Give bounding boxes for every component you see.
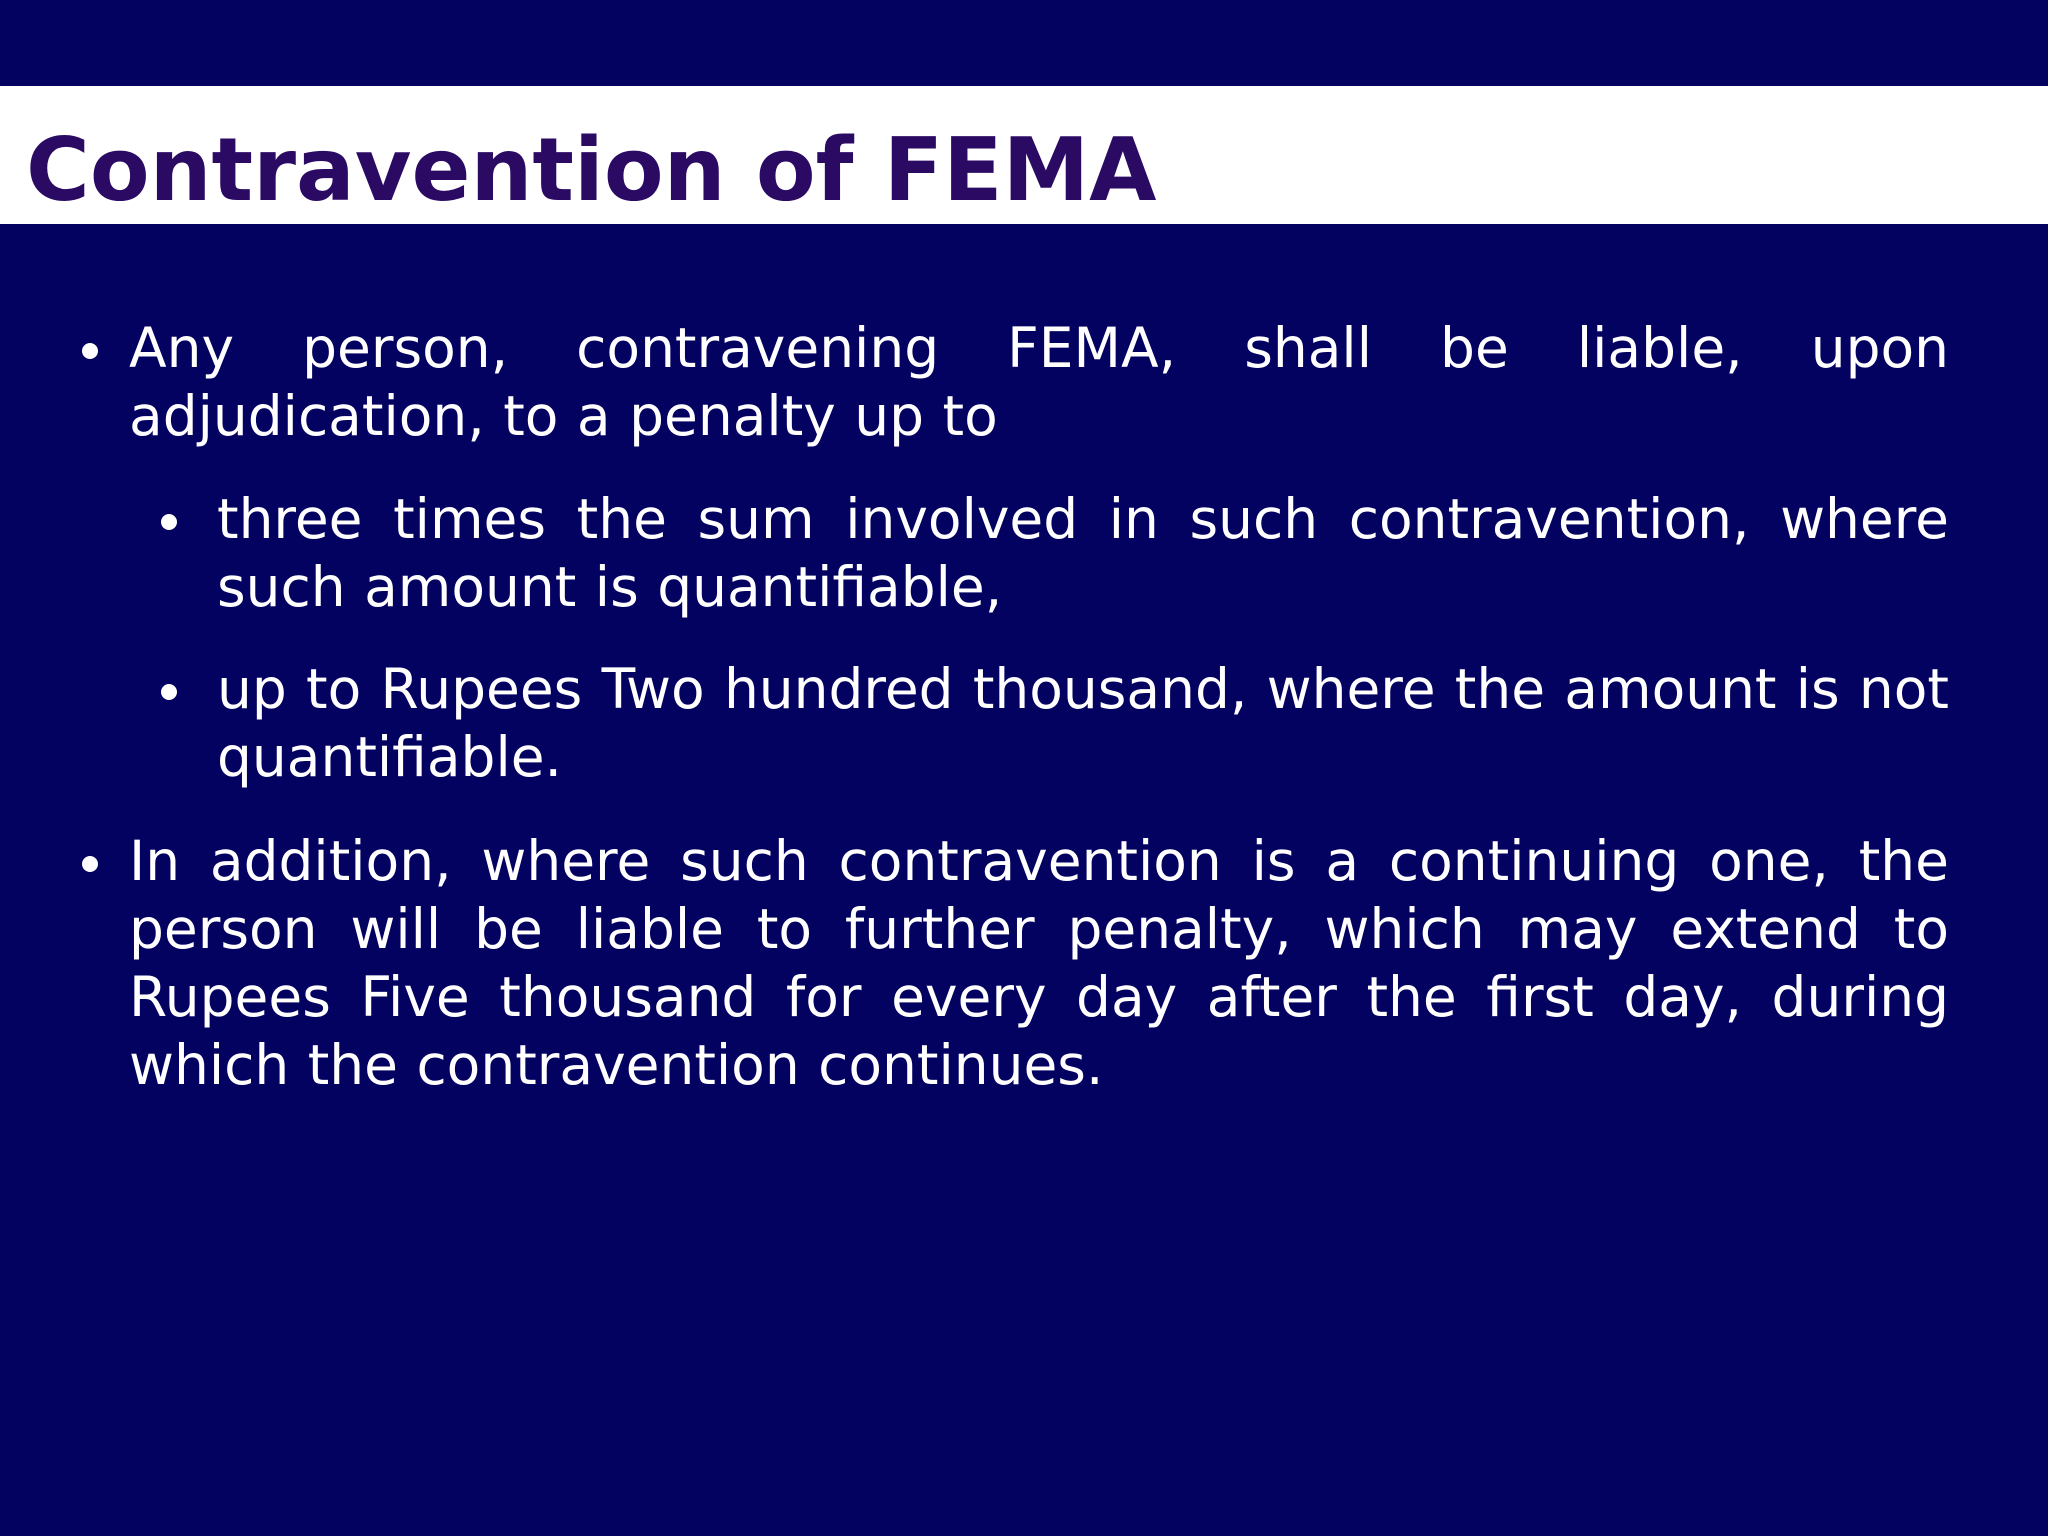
bullet-marker-icon <box>82 343 98 359</box>
sub-bullet-item-two-hundred-thousand: up to Rupees Two hundred thousand, where the amount is not quantifiable. <box>217 657 1949 789</box>
slide-title: Contravention of FEMA <box>26 119 1157 221</box>
bullet-marker-icon <box>161 514 177 530</box>
bullet-marker-icon <box>82 856 98 872</box>
bullet-item-continuing: In addition, where such contravention is a continuing one, the person will be liable to further penalty, which may extend to Rupees Five thousand for every day after the first day, during which the contravention continues. <box>129 829 1949 1097</box>
bullet-marker-icon <box>161 684 177 700</box>
bullet-item-penalty: Any person, contravening FEMA, shall be liable, upon adjudication, to a penalty up to <box>129 316 1949 448</box>
sub-bullet-item-three-times: three times the sum involved in such contravention, where such amount is quantifiable, <box>217 487 1949 619</box>
